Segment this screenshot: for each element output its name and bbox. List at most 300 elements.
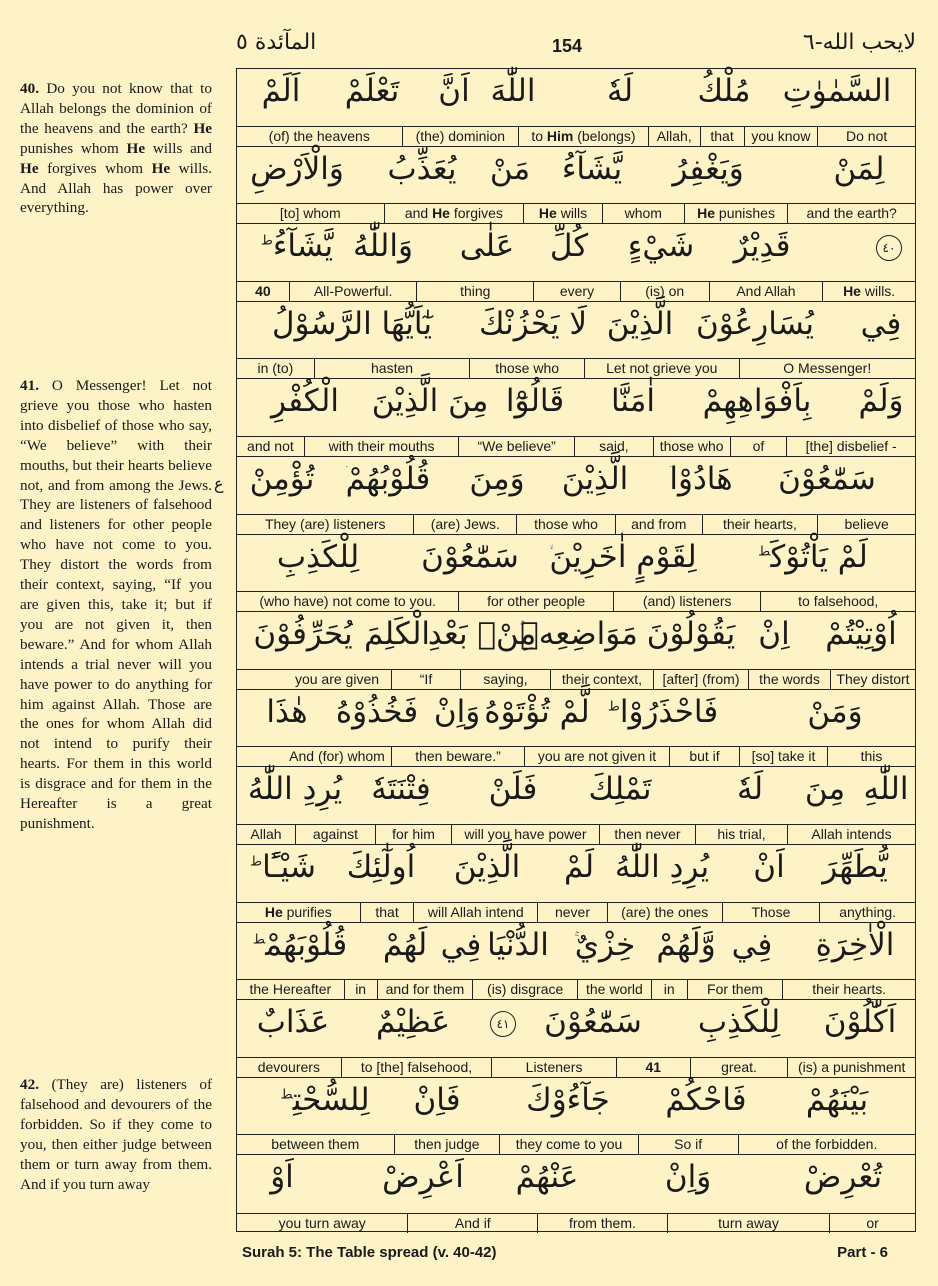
gloss-text: punishes [715, 205, 775, 222]
gloss-cell [458, 437, 574, 456]
arabic-word-text: مِنْۢ بَعْدِ [427, 616, 537, 653]
translation-text: wills and [145, 139, 212, 157]
gloss-text: and the earth? [806, 205, 897, 222]
arabic-word [669, 461, 732, 497]
gloss-text: to [531, 127, 547, 144]
arabic-word [611, 383, 655, 419]
gloss-cell [584, 359, 739, 378]
arabic-word [421, 539, 519, 575]
gloss-text: to [the] falsehood, [360, 1058, 473, 1075]
arabic-word-text: تَعْلَمْ [344, 73, 400, 109]
gloss-cell [413, 903, 537, 922]
gloss-text: believe [844, 515, 889, 532]
gloss-text: O Messenger! [783, 360, 872, 377]
gloss-cell [518, 127, 648, 146]
gloss-text: they come to you [515, 1136, 623, 1153]
arabic-word-text: مُلْكُ [697, 73, 751, 109]
translation-text: He [126, 139, 146, 157]
gloss-text: said, [599, 437, 629, 454]
arabic-word-text: جَآءُوْكَ [526, 1081, 610, 1118]
arabic-word [698, 1004, 780, 1040]
gloss-text: every [559, 282, 595, 299]
arabic-word-text: لَا يَحْزُنْكَ [478, 305, 588, 342]
verse-row [237, 457, 915, 535]
gloss-cell [384, 204, 524, 223]
gloss-cell [653, 437, 730, 456]
gloss-cell [394, 1135, 500, 1154]
gloss-text: He [843, 282, 861, 299]
arabic-word [737, 771, 763, 807]
arabic-word-text: لَهٗ [736, 771, 764, 808]
arabic-word [758, 616, 789, 652]
arabic-word-text: اَلَمْ [261, 73, 301, 109]
gloss-text: So if [674, 1136, 703, 1153]
gloss-cell [669, 747, 739, 766]
arabic-word-text: وَاِنْ [664, 1159, 712, 1196]
arabic-word-text: لَّمْ تُؤْتَوْهُ [484, 693, 590, 730]
gloss-cell [472, 980, 577, 999]
gloss-line [237, 436, 915, 456]
gloss-text: hasten [371, 360, 414, 377]
gloss-cell [787, 1058, 915, 1077]
arabic-word-text: الَّذِيْنَ [453, 849, 521, 885]
gloss-line [237, 669, 915, 689]
arabic-word-text: فَاِنْ [413, 1081, 461, 1118]
gloss-cell [738, 1135, 915, 1154]
gloss-text: wills [556, 205, 588, 222]
arabic-word-text: وَاللّٰهُ [353, 228, 413, 265]
gloss-text: their hearts. [812, 981, 887, 998]
gloss-text: the words [759, 670, 820, 687]
arabic-word [346, 461, 431, 497]
arabic-word [376, 1004, 450, 1040]
gloss-line [237, 1213, 915, 1233]
arabic-word [266, 694, 307, 730]
arabic-word [434, 694, 480, 730]
gloss-cell [295, 825, 375, 844]
arabic-line [237, 302, 915, 358]
arabic-word-text: يَّشَآءُ [561, 150, 623, 187]
gloss-cell [391, 747, 524, 766]
arabic-word [698, 73, 751, 109]
arabic-word [248, 771, 342, 807]
arabic-word [816, 927, 895, 963]
gloss-text: in [663, 981, 675, 998]
gloss-text: (belongs) [573, 127, 636, 144]
arabic-line [237, 612, 915, 668]
gloss-text: (who have) not come to you. [259, 593, 436, 610]
gloss-cell [237, 825, 295, 844]
arabic-word-text: هٰذَا [266, 693, 308, 730]
gloss-text: in (to) [257, 360, 294, 377]
gloss-cell [537, 1214, 667, 1233]
gloss-cell [304, 437, 459, 456]
gloss-text: 40 [255, 282, 271, 299]
gloss-cell [460, 670, 550, 689]
arabic-word-text: يُّطَهِّرَ [822, 849, 888, 885]
gloss-cell [702, 515, 818, 534]
gloss-text: For them [707, 981, 764, 998]
arabic-word-text: فَخُذُوْهُ [335, 693, 419, 730]
verse-row [237, 224, 915, 302]
gloss-cell [827, 747, 915, 766]
gloss-text: will you have power [464, 825, 587, 842]
arabic-word-text: يَقُوْلُوْنَ [646, 616, 736, 653]
arabic-word-text: فَلَنْ [488, 771, 538, 808]
gloss-text: and [404, 205, 433, 222]
gloss-cell [402, 127, 519, 146]
waqf-stop-sign: ط [250, 854, 263, 870]
arabic-word-text: مَنْ [489, 150, 531, 187]
gloss-text: that [375, 903, 399, 920]
gloss-text: you turn away [278, 1214, 366, 1231]
gloss-cell [786, 437, 915, 456]
arabic-word [549, 539, 696, 575]
gloss-text: (are) the ones [621, 903, 709, 920]
gloss-text: their hearts, [722, 515, 797, 532]
gloss-cell [730, 437, 787, 456]
gloss-text: (is) disgrace [487, 981, 564, 998]
arabic-word [489, 771, 538, 807]
gloss-cell [237, 980, 344, 999]
gloss-text: but if [689, 748, 720, 765]
gloss-text: between them [271, 1136, 360, 1153]
arabic-word [834, 151, 885, 187]
arabic-word-text: لِقَوْمٍ اٰخَرِيْنَ [549, 538, 697, 575]
gloss-text: then judge [414, 1136, 480, 1153]
gloss-text: great. [721, 1058, 757, 1075]
gloss-cell [651, 980, 687, 999]
gloss-cell [289, 282, 417, 301]
arabic-word [564, 849, 594, 885]
arabic-word [703, 383, 812, 419]
arabic-word [753, 849, 784, 885]
gloss-cell [709, 282, 823, 301]
gloss-line [237, 126, 915, 146]
arabic-word [656, 927, 715, 963]
gloss-cell [413, 515, 516, 534]
arabic-word-text: يٰٓاَيُّهَا الرَّسُوْلُ [272, 305, 432, 342]
gloss-text: He [264, 903, 283, 920]
arabic-word [491, 73, 536, 109]
verse-row [237, 1155, 915, 1233]
arabic-word-text: السَّمٰوٰتِ [782, 73, 892, 109]
arabic-word [562, 461, 629, 497]
gloss-cell [760, 592, 915, 611]
gloss-cell [237, 437, 304, 456]
gloss-text: his trial, [717, 825, 766, 842]
gloss-cell [375, 825, 451, 844]
verse-row [237, 535, 915, 613]
arabic-word-text: لِلْكَذِبِ [276, 538, 360, 575]
gloss-cell [416, 282, 533, 301]
footer-surah-title: Surah 5: The Table spread (v. 40-42) [242, 1244, 497, 1261]
translation-verse-42 [20, 1075, 212, 1194]
gloss-text: those who [659, 437, 724, 454]
gloss-text: this [860, 748, 883, 765]
gloss-text: Allah intends [811, 825, 892, 842]
arabic-word [628, 228, 694, 264]
arabic-word [413, 1082, 460, 1118]
gloss-cell [739, 359, 915, 378]
arabic-word [441, 927, 482, 963]
gloss-line [237, 746, 915, 766]
arabic-word-text: عَذَابٌ [256, 1004, 330, 1041]
arabic-word [608, 694, 718, 730]
verse-number: 41. [20, 377, 39, 394]
arabic-word [345, 73, 399, 109]
arabic-word-text: يُعَذِّبُ [387, 150, 457, 187]
arabic-word-text: اَكّٰلُوْنَ [823, 1004, 897, 1041]
arabic-word [371, 771, 431, 807]
translation-text: He [151, 159, 171, 177]
arabic-line [237, 457, 915, 513]
gloss-cell [687, 980, 783, 999]
arabic-word [271, 383, 339, 419]
arabic-word-text: يَّشَآءُ [272, 228, 334, 265]
arabic-word [270, 1159, 294, 1195]
verse-row [237, 302, 915, 380]
gloss-cell [360, 903, 414, 922]
arabic-word-text: مِنَ الَّذِيْنَ [371, 383, 489, 420]
arabic-word-text: لِلْكَذِبِ [697, 1004, 781, 1041]
arabic-word-text: اُولٰٓئِكَ [346, 849, 416, 885]
gloss-text: And Allah [736, 282, 796, 299]
arabic-word-text: هَادُوْا [669, 461, 733, 497]
arabic-word [253, 616, 352, 652]
arabic-word-text: فَاحْكُمْ [665, 1081, 747, 1118]
arabic-word [732, 927, 773, 963]
arabic-word-text: يُرِدِ اللّٰهُ [614, 849, 710, 885]
arabic-word-text: لِلسُّحْتِ [292, 1081, 370, 1118]
gloss-line [237, 979, 915, 999]
arabic-word-text: وَمَنْ [807, 693, 863, 730]
arabic-word-text: شَيْءٍ [627, 228, 695, 265]
gloss-text: you are not given it [537, 748, 657, 765]
gloss-text: forgives [449, 205, 503, 222]
arabic-word-text: فِي [860, 305, 902, 342]
arabic-word [253, 927, 347, 963]
gloss-cell [491, 1058, 616, 1077]
arabic-word-text: وَمِنَ [469, 461, 525, 497]
arabic-word-text: وَيَغْفِرُ [672, 150, 744, 187]
arabic-word [758, 539, 868, 575]
arabic-word-text: عَلٰى [459, 228, 515, 265]
arabic-line [237, 224, 915, 280]
arabic-word [280, 1082, 369, 1118]
gloss-line [237, 203, 915, 223]
arabic-word-text: سَمّٰعُوْنَ [421, 538, 519, 575]
gloss-cell [237, 515, 413, 534]
arabic-word-text: سَمّٰعُوْنَ [778, 461, 876, 497]
translation-text: forgives whom [38, 159, 152, 177]
translation-text: punishes whom [20, 139, 127, 157]
gloss-cell [523, 204, 602, 223]
arabic-word [589, 771, 652, 807]
gloss-text: the world [585, 981, 643, 998]
arabic-word [858, 383, 903, 419]
gloss-text: for him [392, 825, 435, 842]
arabic-word [607, 73, 633, 109]
gloss-cell [638, 1135, 738, 1154]
gloss-cell [283, 670, 391, 689]
arabic-word [544, 1004, 642, 1040]
translation-text: wills. And Allah has power over everything. [20, 159, 212, 217]
arabic-word-text: قُلُوْبُهُمْ [345, 461, 431, 497]
gloss-text: and for them [385, 981, 465, 998]
gloss-text: [after] (from) [662, 670, 740, 687]
gloss-text: of [752, 437, 765, 454]
arabic-word [277, 539, 359, 575]
arabic-word [250, 461, 315, 497]
arabic-word-text: اَوْ [270, 1159, 294, 1196]
arabic-line [237, 69, 915, 125]
arabic-word-text: اَعْرِضْ [382, 1159, 464, 1196]
verse-row [237, 147, 915, 225]
verse-row [237, 69, 915, 147]
gloss-cell [314, 359, 470, 378]
gloss-text: And if [454, 1214, 491, 1231]
gloss-cell [499, 1135, 638, 1154]
arabic-word [520, 616, 638, 652]
verse-row [237, 923, 915, 1001]
gloss-line [237, 1134, 915, 1154]
arabic-word [807, 694, 862, 730]
gloss-line [237, 514, 915, 534]
verse-number: 40. [20, 80, 39, 97]
juz-name-header: لايحب الله-٦ [802, 30, 916, 55]
gloss-cell [690, 1058, 788, 1077]
arabic-word-text: مَوَاضِعِهٖ [520, 616, 638, 653]
gloss-cell [613, 592, 761, 611]
gloss-line [237, 281, 915, 301]
gloss-text: anything. [839, 903, 897, 920]
translation-text: O Messenger! Let not grieve you those who hasten into disbelief of those who say, “We believe” with their mouths, but their hearts believe not, and from among the Jews. They are listeners of falsehood and listeners for other people who have not come to you. They distort the words from their context, saying, “If you are given this, take it; but if you are not given it, then beware.” And for whom Allah intends a trial never will you have power to do anything for him against Allah. Those are the ones for whom Allah did not intend to purify their hearts. For them in this world is disgrace and for them in the Hereafter is a great punishment. [20, 377, 212, 832]
gloss-line [237, 1057, 915, 1077]
gloss-cell [469, 359, 584, 378]
arabic-word [257, 1004, 330, 1040]
arabic-word-text: سَمّٰعُوْنَ [544, 1004, 642, 1041]
arabic-line [237, 923, 915, 979]
gloss-cell [407, 1214, 537, 1233]
gloss-cell [524, 747, 669, 766]
gloss-line [237, 824, 915, 844]
verse-row [237, 767, 915, 845]
gloss-text: And (for) whom [289, 748, 385, 765]
arabic-word-text: بِاَفْوَاهِهِمْ [702, 383, 812, 420]
arabic-word-text: اٰمَنَّا [610, 383, 656, 420]
arabic-word-text: كُلِّ [549, 228, 589, 265]
arabic-word-text: الَّذِيْنَ [561, 461, 629, 497]
verse-row [237, 1000, 915, 1078]
gloss-text: from them. [568, 1214, 636, 1231]
gloss-cell [458, 592, 613, 611]
arabic-line [237, 1078, 915, 1134]
gloss-text: (is) a punishment [797, 1058, 906, 1075]
arabic-word [372, 383, 489, 419]
gloss-line [237, 591, 915, 611]
arabic-word-text: لَهُمْ [382, 926, 428, 963]
gloss-text: will Allah intend [427, 903, 524, 920]
arabic-word [272, 306, 432, 342]
arabic-word [336, 694, 418, 730]
gloss-text: (of) the heavens [268, 127, 370, 144]
gloss-text: whom [624, 205, 662, 222]
gloss-text: the Hereafter [249, 981, 332, 998]
gloss-cell [237, 592, 458, 611]
arabic-word-text: اللّٰهِ [863, 771, 909, 808]
arabic-word [364, 616, 430, 652]
gloss-text: He [432, 205, 450, 222]
gloss-cell [615, 515, 702, 534]
arabic-word [262, 73, 301, 109]
arabic-word [479, 306, 587, 342]
arabic-word [825, 616, 897, 652]
gloss-text: (is) on [645, 282, 685, 299]
arabic-word [562, 151, 622, 187]
arabic-word [506, 383, 564, 419]
arabic-word-text: اَنْ [753, 849, 785, 885]
gloss-text: and from [631, 515, 687, 532]
gloss-cell [237, 204, 384, 223]
gloss-text: you are given [294, 670, 380, 687]
gloss-cell [451, 825, 599, 844]
waqf-stop-sign: ط [758, 544, 771, 560]
arabic-line [237, 379, 915, 435]
waqf-stop-sign: ط [280, 1087, 293, 1103]
arabic-word [864, 771, 909, 807]
arabic-word-text: اللّٰهَ [490, 73, 536, 109]
arabic-word-text: خِزْيٌ [574, 926, 636, 963]
gloss-cell [653, 670, 748, 689]
gloss-text: Allah, [656, 127, 692, 144]
arabic-word [550, 228, 588, 264]
gloss-cell [607, 903, 722, 922]
arabic-word [387, 151, 456, 187]
arabic-word-text: يُسَارِعُوْنَ [696, 305, 814, 342]
gloss-cell [237, 359, 314, 378]
arabic-line [237, 535, 915, 591]
arabic-word [824, 1004, 896, 1040]
arabic-word-text: وَاِنْ [433, 693, 481, 730]
arabic-word-text: الْكُفْرِ [271, 383, 339, 420]
gloss-text: never [554, 903, 591, 920]
gloss-text: then beware.” [415, 748, 501, 765]
gloss-cell [537, 903, 607, 922]
gloss-cell [237, 1058, 341, 1077]
gloss-text: their context, [561, 670, 643, 687]
arabic-word-text: اَنَّ [438, 73, 470, 109]
gloss-cell [377, 980, 473, 999]
arabic-word [696, 306, 814, 342]
waqf-stop-sign: ط [252, 932, 266, 948]
arabic-word-text: الَّذِيْنَ [606, 305, 674, 342]
gloss-text: that [710, 127, 734, 144]
arabic-word [783, 73, 892, 109]
gloss-cell [722, 903, 820, 922]
gloss-cell [787, 204, 915, 223]
gloss-cell [344, 980, 377, 999]
gloss-text: Listeners [525, 1058, 583, 1075]
verse-number: 42. [20, 1076, 39, 1093]
arabic-word-text: تَمْلِكَ [588, 771, 652, 808]
arabic-word [665, 1159, 711, 1195]
waqf-stop-sign: ط [260, 233, 273, 249]
arabic-word [804, 1159, 882, 1195]
arabic-word-text: شَيْـًٔا [262, 849, 316, 885]
gloss-cell [787, 825, 915, 844]
verse-row [237, 690, 915, 768]
